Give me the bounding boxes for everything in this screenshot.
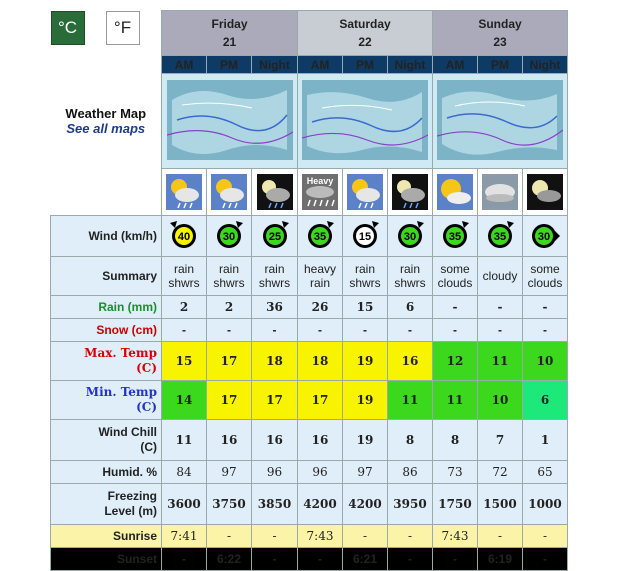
wind-chill-cell: 16 bbox=[298, 420, 343, 461]
sunset-cell: 6:22 bbox=[207, 548, 252, 571]
snow-cell: - bbox=[162, 319, 207, 342]
humidity-cell: 72 bbox=[478, 461, 523, 484]
humidity-cell: 97 bbox=[343, 461, 388, 484]
weather-map-saturday[interactable] bbox=[298, 74, 433, 169]
sunrise-cell: 7:43 bbox=[433, 525, 478, 548]
humidity-cell: 97 bbox=[207, 461, 252, 484]
summary-cell bbox=[433, 257, 478, 296]
summary-cell bbox=[298, 257, 343, 296]
min-temp-cell: 10 bbox=[478, 381, 523, 420]
period-label: Night bbox=[388, 56, 433, 74]
period-label: PM bbox=[478, 56, 523, 74]
freezing-level-cell: 3950 bbox=[388, 484, 433, 525]
summary-line: rain bbox=[399, 262, 420, 276]
snow-cell: - bbox=[433, 319, 478, 342]
max-temp-cell: 16 bbox=[388, 342, 433, 381]
snow-cell: - bbox=[478, 319, 523, 342]
freezing-unit: Level (m) bbox=[104, 504, 157, 518]
freezing-level-cell: 4200 bbox=[298, 484, 343, 525]
summary-line: rain bbox=[218, 262, 239, 276]
wind-chill-cell: 16 bbox=[252, 420, 298, 461]
wind-chill-cell: 11 bbox=[162, 420, 207, 461]
freezing-title: Freezing bbox=[107, 489, 157, 503]
moon-cloud-icon bbox=[523, 169, 568, 216]
max-temp-cell: 18 bbox=[298, 342, 343, 381]
freezing-level-cell: 3600 bbox=[162, 484, 207, 525]
day-header-saturday bbox=[298, 11, 433, 56]
sunset-cell: - bbox=[298, 548, 343, 571]
sunrise-cell: - bbox=[207, 525, 252, 548]
snow-cell: - bbox=[252, 319, 298, 342]
sunset-cell: - bbox=[252, 548, 298, 571]
wind-speed: 35 bbox=[313, 230, 327, 243]
sunrise-cell: 7:41 bbox=[162, 525, 207, 548]
period-label: AM bbox=[298, 56, 343, 74]
sunset-cell: - bbox=[433, 548, 478, 571]
summary-line: some bbox=[530, 262, 560, 276]
celsius-toggle[interactable]: °C bbox=[51, 11, 85, 45]
day-date: 21 bbox=[222, 35, 237, 49]
wind-chill-label bbox=[51, 420, 162, 461]
max-temp-cell: 10 bbox=[523, 342, 568, 381]
rain-cell: 2 bbox=[207, 296, 252, 319]
freezing-level-cell: 3850 bbox=[252, 484, 298, 525]
sunset-cell: - bbox=[523, 548, 568, 571]
day-name: Saturday bbox=[339, 17, 391, 31]
summary-cell bbox=[478, 257, 523, 296]
summary-line: shwrs bbox=[213, 276, 245, 290]
max-temp-cell: 12 bbox=[433, 342, 478, 381]
sunset-cell: - bbox=[162, 548, 207, 571]
summary-cell bbox=[343, 257, 388, 296]
weather-map-image[interactable] bbox=[167, 80, 293, 160]
min-temp-cell: 6 bbox=[523, 381, 568, 420]
day-name: Friday bbox=[211, 17, 248, 31]
sunrise-cell: - bbox=[523, 525, 568, 548]
wind-speed: 30 bbox=[222, 230, 236, 243]
max-temp-cell: 19 bbox=[343, 342, 388, 381]
wind-chill-cell: 8 bbox=[388, 420, 433, 461]
summary-line: clouds bbox=[527, 276, 563, 290]
humidity-cell: 73 bbox=[433, 461, 478, 484]
max-temp-unit: (C) bbox=[136, 361, 157, 375]
wind-chill-cell: 1 bbox=[523, 420, 568, 461]
min-temp-cell: 19 bbox=[343, 381, 388, 420]
cloud-icon bbox=[478, 169, 523, 216]
summary-cell bbox=[207, 257, 252, 296]
wind-speed: 40 bbox=[177, 230, 191, 243]
freezing-level-cell: 1000 bbox=[523, 484, 568, 525]
moon-cloud-rain-icon bbox=[252, 169, 298, 216]
min-temp-unit: (C) bbox=[136, 400, 157, 414]
max-temp-title: Max. Temp bbox=[84, 346, 157, 360]
max-temp-cell: 17 bbox=[207, 342, 252, 381]
sunset-cell: 6:21 bbox=[343, 548, 388, 571]
max-temp-label bbox=[51, 342, 162, 381]
wind-cell bbox=[162, 216, 207, 257]
sun-cloud-icon bbox=[433, 169, 478, 216]
period-label: PM bbox=[343, 56, 388, 74]
rain-label: Rain (mm) bbox=[51, 296, 162, 319]
period-label: AM bbox=[162, 56, 207, 74]
weather-map-image[interactable] bbox=[302, 80, 428, 160]
min-temp-cell: 11 bbox=[433, 381, 478, 420]
summary-line: shwrs bbox=[394, 276, 426, 290]
wind-cell bbox=[298, 216, 343, 257]
min-temp-label bbox=[51, 381, 162, 420]
weather-map-friday[interactable] bbox=[162, 74, 298, 169]
summary-line: some bbox=[440, 262, 470, 276]
period-label: Night bbox=[252, 56, 298, 74]
day-date: 22 bbox=[358, 35, 372, 49]
sun-cloud-rain-icon bbox=[343, 169, 388, 216]
max-temp-cell: 11 bbox=[478, 342, 523, 381]
wind-chill-cell: 8 bbox=[433, 420, 478, 461]
day-header-friday bbox=[162, 11, 298, 56]
summary-line: cloudy bbox=[482, 269, 518, 283]
summary-line: rain bbox=[264, 262, 285, 276]
wind-speed: 35 bbox=[493, 230, 507, 243]
wind-speed: 15 bbox=[358, 230, 372, 243]
period-label: AM bbox=[433, 56, 478, 74]
freezing-level-cell: 1750 bbox=[433, 484, 478, 525]
wind-chill-unit: (C) bbox=[140, 440, 157, 454]
snow-cell: - bbox=[523, 319, 568, 342]
rain-cell: - bbox=[523, 296, 568, 319]
sunset-cell: - bbox=[388, 548, 433, 571]
wind-speed: 30 bbox=[537, 230, 551, 243]
sunset-cell: 6:19 bbox=[478, 548, 523, 571]
day-date: 23 bbox=[493, 35, 507, 49]
rain-cell: 15 bbox=[343, 296, 388, 319]
rain-cell: 6 bbox=[388, 296, 433, 319]
wind-chill-cell: 16 bbox=[207, 420, 252, 461]
humidity-label: Humid. % bbox=[51, 461, 162, 484]
sunset-label: Sunset bbox=[51, 548, 162, 571]
max-temp-cell: 18 bbox=[252, 342, 298, 381]
sun-cloud-rain-icon bbox=[162, 169, 207, 216]
period-label: PM bbox=[207, 56, 252, 74]
wind-speed: 35 bbox=[448, 230, 462, 243]
freezing-level-cell: 1500 bbox=[478, 484, 523, 525]
summary-cell bbox=[523, 257, 568, 296]
wind-speed: 30 bbox=[403, 230, 417, 243]
summary-line: shwrs bbox=[349, 276, 381, 290]
wind-speed: 25 bbox=[268, 230, 281, 243]
summary-cell bbox=[252, 257, 298, 296]
weather-map-label bbox=[51, 74, 162, 169]
see-all-maps-link[interactable]: See all maps bbox=[66, 121, 146, 136]
rain-cell: - bbox=[433, 296, 478, 319]
humidity-cell: 86 bbox=[388, 461, 433, 484]
sunrise-cell: - bbox=[478, 525, 523, 548]
freezing-level-cell: 3750 bbox=[207, 484, 252, 525]
humidity-cell: 65 bbox=[523, 461, 568, 484]
rain-cell: 26 bbox=[298, 296, 343, 319]
sunrise-label: Sunrise bbox=[51, 525, 162, 548]
summary-line: clouds bbox=[437, 276, 473, 290]
snow-cell: - bbox=[388, 319, 433, 342]
snow-cell: - bbox=[207, 319, 252, 342]
min-temp-title: Min. Temp bbox=[85, 385, 157, 399]
snow-label: Snow (cm) bbox=[51, 319, 162, 342]
moon-cloud-rain-icon bbox=[388, 169, 433, 216]
humidity-cell: 84 bbox=[162, 461, 207, 484]
summary-cell bbox=[162, 257, 207, 296]
sunrise-cell: - bbox=[343, 525, 388, 548]
snow-cell: - bbox=[298, 319, 343, 342]
max-temp-cell: 15 bbox=[162, 342, 207, 381]
humidity-cell: 96 bbox=[252, 461, 298, 484]
rain-cell: - bbox=[478, 296, 523, 319]
wind-cell bbox=[478, 216, 523, 257]
sunrise-cell: - bbox=[388, 525, 433, 548]
wind-cell bbox=[252, 216, 298, 257]
summary-line: shwrs bbox=[258, 276, 291, 290]
wind-cell bbox=[433, 216, 478, 257]
wind-label: Wind (km/h) bbox=[51, 216, 162, 257]
weather-map-image[interactable] bbox=[437, 80, 563, 160]
min-temp-cell: 17 bbox=[207, 381, 252, 420]
summary-line: rain bbox=[354, 262, 375, 276]
wind-chill-title: Wind Chill bbox=[98, 425, 157, 439]
summary-line: shwrs bbox=[168, 276, 200, 290]
forecast-table bbox=[50, 10, 568, 571]
heavy-rain-icon bbox=[298, 169, 343, 216]
wind-chill-cell: 7 bbox=[478, 420, 523, 461]
wind-cell bbox=[523, 216, 568, 257]
sunrise-cell: 7:43 bbox=[298, 525, 343, 548]
summary-line: rain bbox=[309, 276, 330, 290]
freezing-level-label bbox=[51, 484, 162, 525]
min-temp-cell: 11 bbox=[388, 381, 433, 420]
humidity-cell: 96 bbox=[298, 461, 343, 484]
sun-cloud-rain-icon bbox=[207, 169, 252, 216]
freezing-level-cell: 4200 bbox=[343, 484, 388, 525]
wind-cell bbox=[343, 216, 388, 257]
heavy-caption: Heavy bbox=[306, 176, 334, 186]
weather-map-sunday[interactable] bbox=[433, 74, 568, 169]
wind-cell bbox=[207, 216, 252, 257]
summary-line: heavy bbox=[303, 262, 337, 276]
min-temp-cell: 17 bbox=[252, 381, 298, 420]
period-label: Night bbox=[523, 56, 568, 74]
rain-cell: 36 bbox=[252, 296, 298, 319]
weather-map-title: Weather Map bbox=[65, 106, 147, 121]
rain-cell: 2 bbox=[162, 296, 207, 319]
wind-chill-cell: 19 bbox=[343, 420, 388, 461]
min-temp-cell: 14 bbox=[162, 381, 207, 420]
summary-line: rain bbox=[173, 262, 194, 276]
summary-label: Summary bbox=[51, 257, 162, 296]
day-name: Sunday bbox=[478, 17, 522, 31]
unit-toggle-area bbox=[51, 11, 162, 56]
snow-cell: - bbox=[343, 319, 388, 342]
summary-cell bbox=[388, 257, 433, 296]
wind-cell bbox=[388, 216, 433, 257]
sunrise-cell: - bbox=[252, 525, 298, 548]
day-header-sunday bbox=[433, 11, 568, 56]
fahrenheit-toggle[interactable]: °F bbox=[106, 11, 140, 45]
min-temp-cell: 17 bbox=[298, 381, 343, 420]
